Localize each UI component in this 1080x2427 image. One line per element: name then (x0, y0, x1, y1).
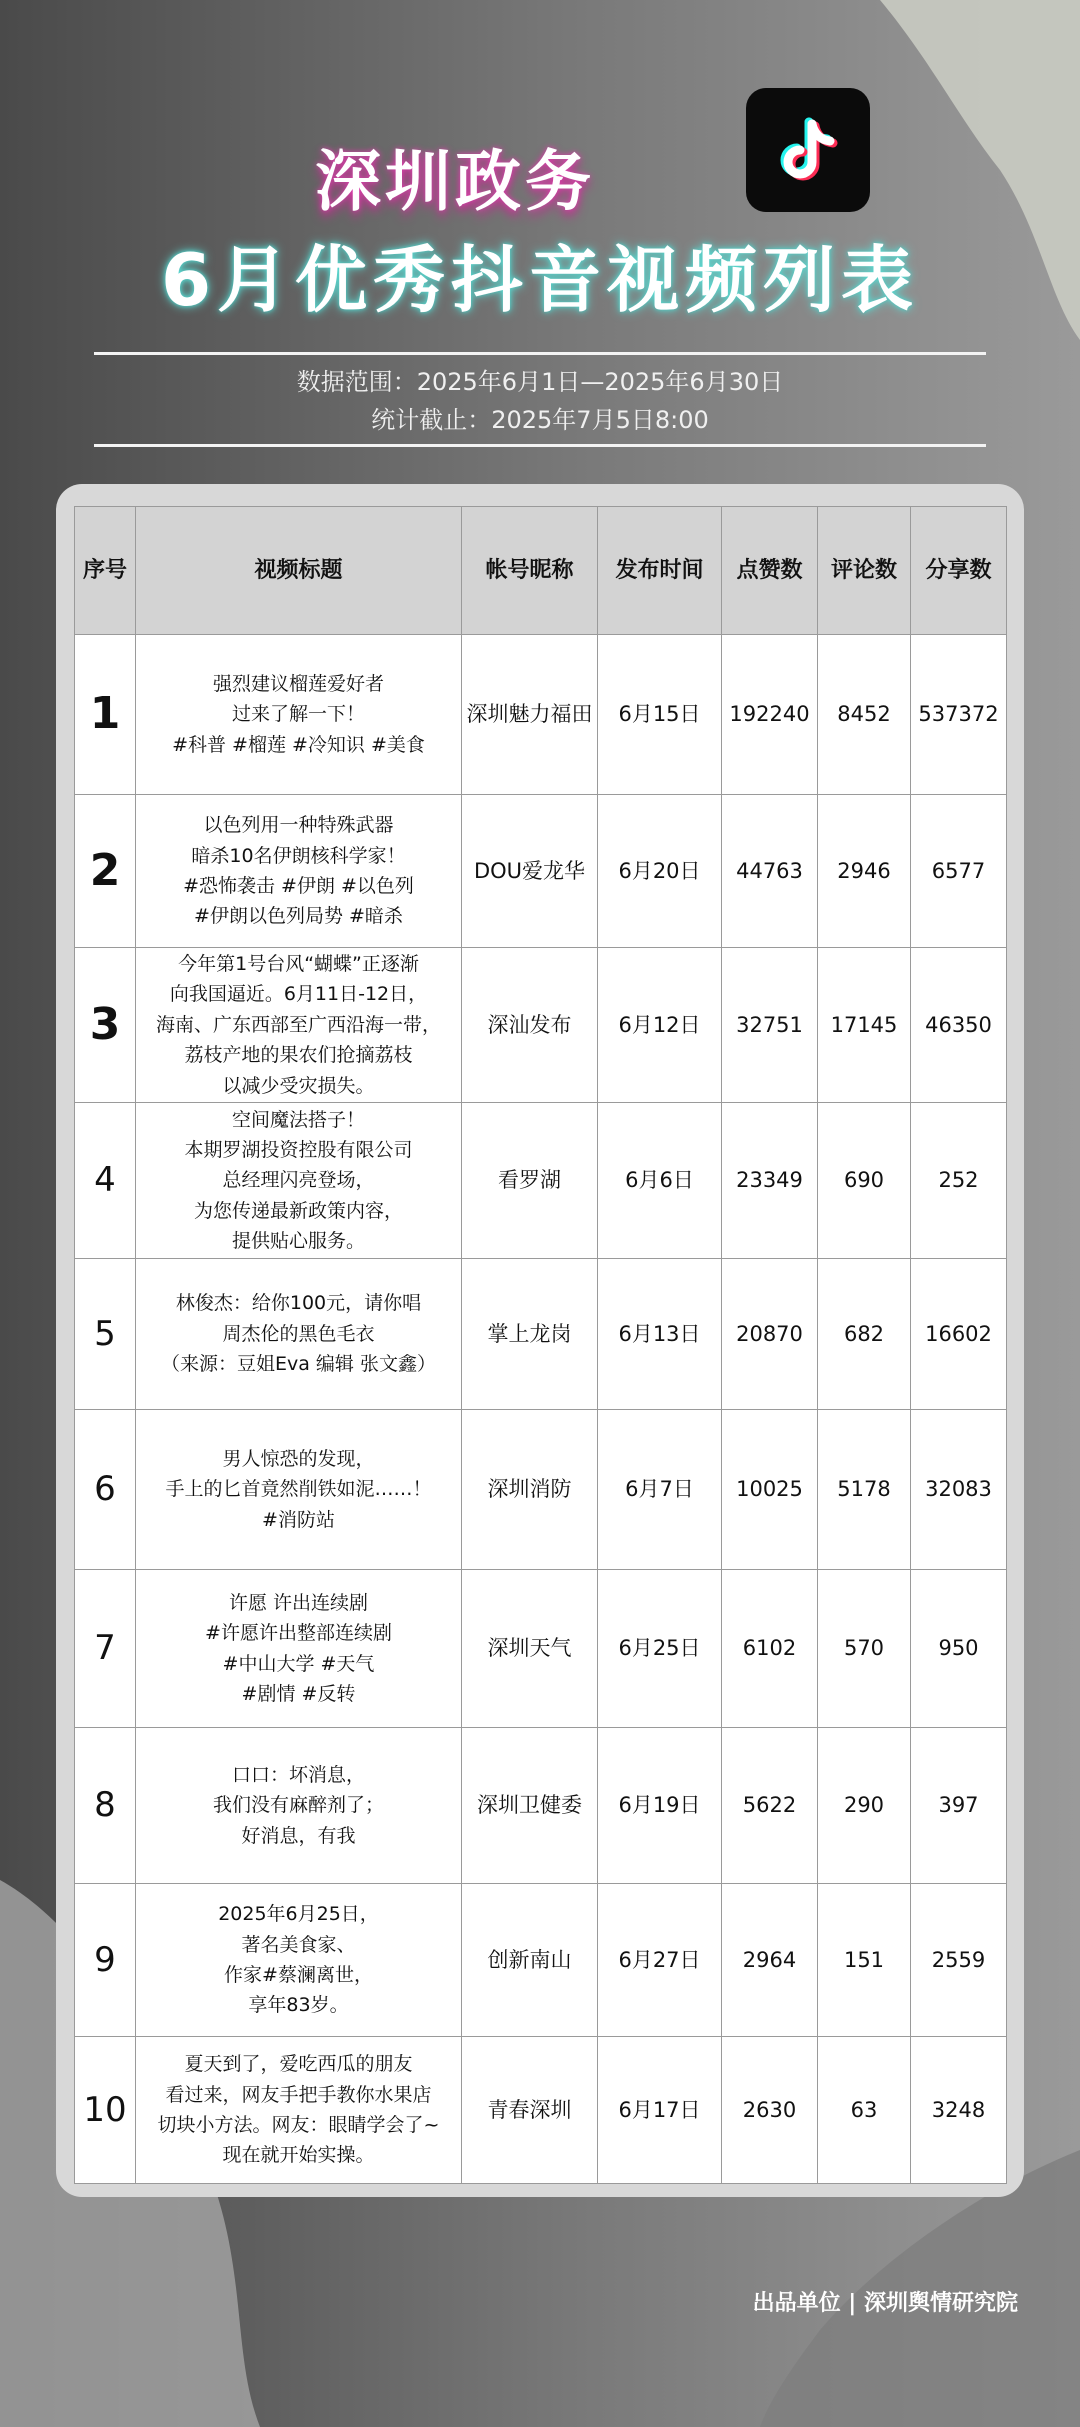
title-line: 以色列用一种特殊武器 (203, 814, 394, 837)
title-line: #恐怖袭击 #伊朗 #以色列 (183, 875, 414, 897)
cell-account: 深圳天气 (462, 1570, 598, 1728)
cell-likes: 23349 (722, 1103, 818, 1259)
cell-rank: 3 (75, 948, 136, 1103)
cell-shares: 397 (911, 1728, 1007, 1884)
title-line: 暗杀10名伊朗核科学家！ (191, 844, 406, 867)
title-line: 我们没有麻醉剂了； (212, 1794, 384, 1817)
cell-likes: 20870 (722, 1259, 818, 1410)
table-row (75, 635, 1007, 795)
table-row (75, 1570, 1007, 1728)
title-line: 周杰伦的黑色毛衣 (222, 1322, 375, 1345)
title-line: 好消息，有我 (241, 1824, 356, 1847)
cell-comments: 682 (818, 1259, 911, 1410)
cell-title (136, 1410, 462, 1570)
title-line: 夏天到了，爱吃西瓜的朋友 (184, 2053, 413, 2076)
cell-date: 6月13日 (598, 1259, 722, 1410)
cell-rank: 8 (75, 1728, 136, 1884)
title-line: 享年83岁。 (248, 1994, 349, 2017)
column-header-account: 帐号昵称 (462, 507, 598, 635)
title-line: #消防站 (262, 1508, 335, 1531)
title-line: 看过来，网友手把手教你水果店 (165, 2083, 432, 2106)
cutoff-time: 统计截止：2025年7月5日8:00 (371, 406, 709, 434)
title-line: 切块小方法。网友：眼睛学会了~ (157, 2114, 440, 2136)
producer-credit: 出品单位 | 深圳舆情研究院 (752, 2291, 1018, 2316)
column-header-likes: 点赞数 (722, 507, 818, 635)
cell-likes: 192240 (722, 635, 818, 795)
cell-date: 6月7日 (598, 1410, 722, 1570)
cell-likes: 6102 (722, 1570, 818, 1728)
cell-likes: 5622 (722, 1728, 818, 1884)
cell-comments: 151 (818, 1884, 911, 2037)
table-row (75, 948, 1007, 1103)
title-line: 林俊杰：给你100元，请你唱 (175, 1292, 422, 1315)
cell-comments: 2946 (818, 795, 911, 948)
title-line: 男人惊恐的发现， (222, 1447, 375, 1470)
cell-date: 6月12日 (598, 948, 722, 1103)
title-line: 以减少受灾损失。 (222, 1074, 375, 1097)
cell-shares: 3248 (911, 2037, 1007, 2184)
title-line: 著名美食家、 (241, 1933, 356, 1956)
cell-account: 看罗湖 (462, 1103, 598, 1259)
table-row (75, 1884, 1007, 2037)
douyin-logo-icon (746, 88, 870, 212)
cell-rank: 6 (75, 1410, 136, 1570)
cell-title (136, 1259, 462, 1410)
cell-comments: 690 (818, 1103, 911, 1259)
title-line: #许愿许出整部连续剧 (205, 1622, 392, 1645)
cell-rank: 2 (75, 795, 136, 948)
title-line: 今年第1号台风“蝴蝶”正逐渐 (178, 953, 419, 976)
cell-title (136, 1884, 462, 2037)
title-line: 荔枝产地的果农们抢摘荔枝 (184, 1044, 413, 1067)
cell-likes: 2630 (722, 2037, 818, 2184)
column-header-date: 发布时间 (598, 507, 722, 635)
cell-comments: 63 (818, 2037, 911, 2184)
cell-comments: 570 (818, 1570, 911, 1728)
cell-shares: 46350 (911, 948, 1007, 1103)
cell-shares: 950 (911, 1570, 1007, 1728)
cell-account: 深圳魅力福田 (462, 635, 598, 795)
cell-rank: 7 (75, 1570, 136, 1728)
title-line: 许愿 许出连续剧 (228, 1591, 369, 1614)
cell-comments: 17145 (818, 948, 911, 1103)
cell-comments: 8452 (818, 635, 911, 795)
title-line: 提供贴心服务。 (231, 1230, 365, 1253)
cell-title (136, 795, 462, 948)
title-line: 空间魔法搭子！ (231, 1108, 365, 1131)
title-line: #中山大学 #天气 (222, 1652, 375, 1675)
cell-rank: 9 (75, 1884, 136, 2037)
cell-date: 6月17日 (598, 2037, 722, 2184)
cell-date: 6月20日 (598, 795, 722, 948)
cell-account: 掌上龙岗 (462, 1259, 598, 1410)
cell-date: 6月6日 (598, 1103, 722, 1259)
title-line: #科普 #榴莲 #冷知识 #美食 (172, 733, 425, 756)
cell-rank: 4 (75, 1103, 136, 1259)
column-header-rank: 序号 (75, 507, 136, 635)
cell-account: 深圳卫健委 (462, 1728, 598, 1884)
title-line: 向我国逼近。6月11日-12日， (169, 983, 428, 1006)
cell-account: 创新南山 (462, 1884, 598, 2037)
title-line2: 6月优秀抖音视频列表 (160, 238, 920, 322)
title-line: 2025年6月25日， (218, 1903, 379, 1926)
title-line: 海南、广东西部至广西沿海一带， (155, 1013, 441, 1036)
cell-comments: 290 (818, 1728, 911, 1884)
cell-account: 深圳消防 (462, 1410, 598, 1570)
cell-likes: 44763 (722, 795, 818, 948)
cell-rank: 5 (75, 1259, 136, 1410)
title-line: #剧情 #反转 (241, 1682, 356, 1705)
table-row (75, 795, 1007, 948)
title-line1: 深圳政务 (315, 143, 595, 220)
title-line: #伊朗以色列局势 #暗杀 (194, 905, 403, 928)
cell-title (136, 2037, 462, 2184)
cell-likes: 2964 (722, 1884, 818, 2037)
column-header-shares: 分享数 (911, 507, 1007, 635)
cell-title (136, 1103, 462, 1259)
table-row (75, 1103, 1007, 1259)
table-row (75, 1728, 1007, 1884)
table-row (75, 2037, 1007, 2184)
title-line: 本期罗湖投资控股有限公司 (184, 1138, 413, 1161)
title-line: 作家#蔡澜离世， (224, 1964, 373, 1986)
table-header-row (75, 507, 1007, 635)
table-row (75, 1259, 1007, 1410)
cell-title (136, 1728, 462, 1884)
cell-account: 青春深圳 (462, 2037, 598, 2184)
table-row (75, 1410, 1007, 1570)
cell-date: 6月25日 (598, 1570, 722, 1728)
cell-likes: 10025 (722, 1410, 818, 1570)
cell-rank: 10 (75, 2037, 136, 2184)
cell-title (136, 635, 462, 795)
cell-date: 6月27日 (598, 1884, 722, 2037)
title-line: 现在就开始实操。 (222, 2144, 375, 2167)
divider (94, 444, 986, 447)
cell-likes: 32751 (722, 948, 818, 1103)
cell-date: 6月15日 (598, 635, 722, 795)
title-line: 强烈建议榴莲爱好者 (212, 672, 384, 695)
cell-shares: 32083 (911, 1410, 1007, 1570)
cell-account: 深汕发布 (462, 948, 598, 1103)
video-table (74, 506, 1007, 2184)
title-line: （来源：豆姐Eva 编辑 张文鑫） (161, 1353, 436, 1376)
cell-shares: 537372 (911, 635, 1007, 795)
title-line: 为您传递最新政策内容， (193, 1199, 403, 1222)
cell-title (136, 948, 462, 1103)
column-header-comments: 评论数 (818, 507, 911, 635)
cell-rank: 1 (75, 635, 136, 795)
cell-title (136, 1570, 462, 1728)
title-line: 口口：坏消息， (231, 1763, 365, 1786)
cell-shares: 6577 (911, 795, 1007, 948)
cell-shares: 252 (911, 1103, 1007, 1259)
title-line: 总经理闪亮登场， (222, 1169, 375, 1192)
divider (94, 352, 986, 355)
cell-shares: 2559 (911, 1884, 1007, 2037)
title-line: 手上的匕首竟然削铁如泥……！ (165, 1478, 432, 1501)
title-line: 过来了解一下！ (231, 703, 365, 726)
cell-shares: 16602 (911, 1259, 1007, 1410)
cell-comments: 5178 (818, 1410, 911, 1570)
data-range: 数据范围：2025年6月1日—2025年6月30日 (296, 368, 784, 396)
cell-date: 6月19日 (598, 1728, 722, 1884)
cell-account: DOU爱龙华 (462, 795, 598, 948)
column-header-title: 视频标题 (136, 507, 462, 635)
